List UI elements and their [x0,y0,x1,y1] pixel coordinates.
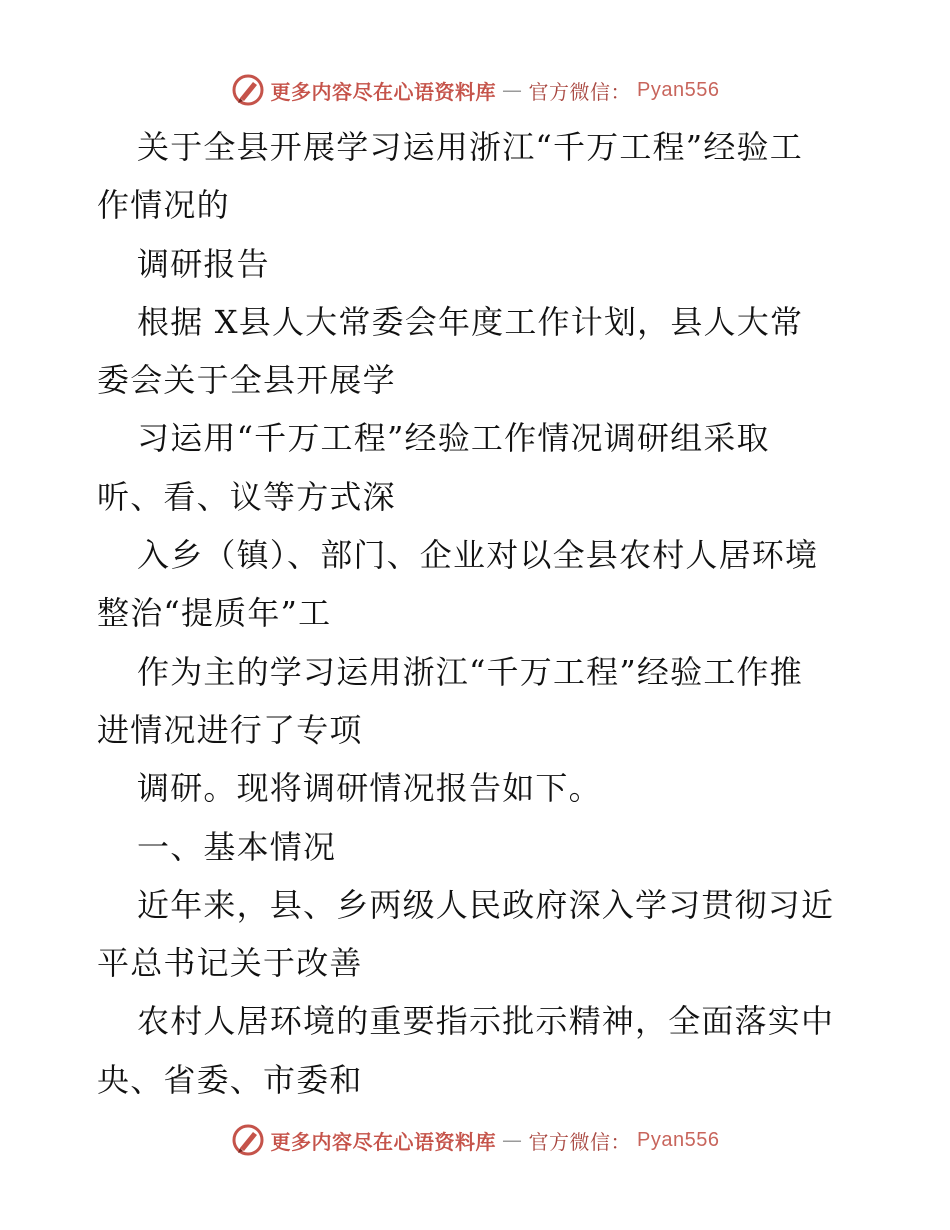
watermark-text: 更多内容尽在心语资料库 [270,79,497,104]
doc-line: 作为主的学习运用浙江“千万工程”经验工作推 [137,652,803,691]
footer-watermark [0,1120,950,1160]
pen-logo-icon [231,1123,265,1157]
doc-line: 农村人居环境的重要指示批示精神，全面落实中 [137,1002,835,1041]
doc-line: 听、看、议等方式深 [97,477,396,516]
pen-logo-icon [231,73,265,107]
watermark-separator: — [502,1128,523,1152]
doc-line: 近年来，县、乡两级人民政府深入学习贯彻习近 [137,885,835,924]
watermark-wechat-label: 官方微信： [528,79,632,104]
doc-line: 进情况进行了专项 [97,710,363,749]
doc-line: 调研报告 [137,244,270,283]
doc-line: 习运用“千万工程”经验工作情况调研组采取 [137,419,770,458]
watermark-wechat-id: Pyan556 [637,78,720,101]
doc-line: 作情况的 [97,186,230,225]
doc-line: 平总书记关于改善 [97,944,363,983]
section-heading: 一、基本情况 [137,827,337,866]
doc-line: 央、省委、市委和 [97,1060,363,1099]
doc-line: 整治“提质年”工 [97,594,332,633]
doc-line: 入乡（镇）、部门、企业对以全县农村人居环境 [137,536,819,575]
doc-line: 委会关于全县开展学 [97,361,396,400]
doc-line: 关于全县开展学习运用浙江“千万工程”经验工 [137,128,803,166]
watermark-wechat-label: 官方微信： [528,1129,632,1154]
watermark-wechat-id: Pyan556 [637,1128,720,1151]
doc-line: 根据 X县人大常委会年度工作计划，县人大常 [137,302,804,341]
watermark-text: 更多内容尽在心语资料库 [270,1129,497,1154]
watermark-separator: — [502,78,523,102]
document-body [97,118,857,1109]
doc-line: 调研。现将调研情况报告如下。 [137,769,602,808]
header-watermark [0,70,950,110]
